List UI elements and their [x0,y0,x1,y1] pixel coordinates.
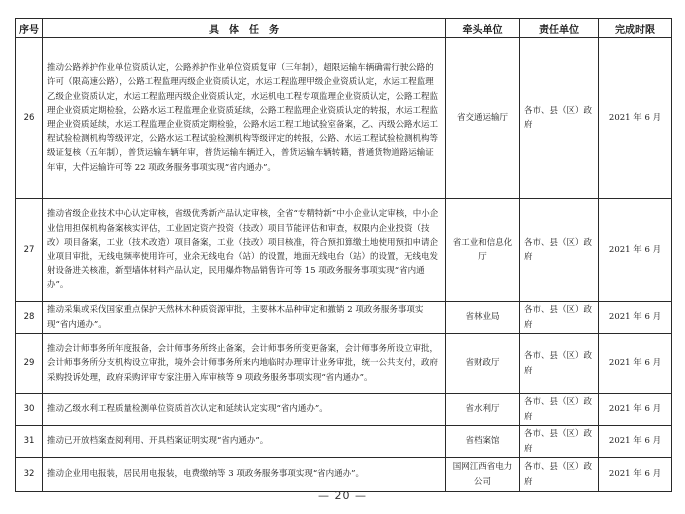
row-lead-unit: 省档案馆 [446,426,520,458]
row-responsible-unit: 各市、县（区）政府 [520,458,599,492]
row-deadline: 2021 年 6 月 [599,302,672,334]
row-task: 推动会计师事务所年度报备，会计师事务所终止备案，会计师事务所变更备案，会计师事务所设立审批，会计师事务所分支机构设立审批，境外会计师事务所来内地临时办理审计业务审批，统一公共支付，政府采购投诉处理，政府采购评审专家注册入库审核等 9 项政务服务事项实现“省内通办”。 [43,334,446,394]
row-task: 推动公路养护作业单位资质认定，公路养护作业单位资质复审（三年制），超限运输车辆确需行驶公路的许可（限高速公路），公路工程监理丙级企业资质认定，水运工程监理甲级企业资质认定，水运工程监理乙级企业资质认定，水运工程监理丙级企业资质认定，水运机电工程专项监理企业资质认定，公路工程监理企业资质定期检验，公路水运工程监理企业资质延续，公路工程监理企业资质认定的转报，水运工程监理企业资质延续，水运工程监理企业资质定期检验，公路水运工程工地试验室备案，乙、丙级公路水运工程试验检测机构等级评定，公路水运工程试验检测机构等级评定的转报，公路、水运工程试验检测机构等级证复核（五年制），普货运输车辆年审，普货运输车辆迁入，普货运输车辆转籍，普通货物道路运输证年审，大件运输许可等 22 项政务服务事项实现“省内通办”。 [43,38,446,199]
header-task: 具 体 任 务 [43,19,446,38]
row-index: 26 [16,38,43,199]
row-task: 推动省级企业技术中心认定审核，省级优秀新产品认定审核，全省“专精特新”中小企业认定审核，中小企业信用担保机构备案核实评估，工业固定资产投资（技改）项目节能评估和审查，权限内企业投资（技改）项目备案，工业（技术改造）项目备案，工业（技改）项目核准，符合预扣算缴土地使用预扣申请企业项目审批，无线电频率使用许可，业余无线电台（站）的设置，地面无线电台（站）的设置，无线电发射设备进关核准，新型墙体材料产品认定，民用爆炸物品销售许可等 15 项政务服务事项实现“省内通办”。 [43,199,446,302]
row-responsible-unit: 各市、县（区）政府 [520,394,599,426]
row-lead-unit: 省财政厅 [446,334,520,394]
row-responsible-unit: 各市、县（区）政府 [520,38,599,199]
row-index: 28 [16,302,43,334]
row-deadline: 2021 年 6 月 [599,458,672,492]
row-lead-unit: 省交通运输厅 [446,38,520,199]
table-row [16,199,672,302]
row-deadline: 2021 年 6 月 [599,334,672,394]
row-task: 推动企业用电报装，居民用电报装，电费缴纳等 3 项政务服务事项实现“省内通办”。 [43,458,446,492]
header-lead-unit: 牵头单位 [446,19,520,38]
row-lead-unit: 省工业和信息化厅 [446,199,520,302]
row-responsible-unit: 各市、县（区）政府 [520,302,599,334]
row-task: 推动乙级水利工程质量检测单位资质首次认定和延续认定实现“省内通办”。 [43,394,446,426]
table-row [16,302,672,334]
row-lead-unit: 国网江西省电力公司 [446,458,520,492]
row-lead-unit: 省水利厅 [446,394,520,426]
table-row [16,426,672,458]
row-deadline: 2021 年 6 月 [599,199,672,302]
row-deadline: 2021 年 6 月 [599,38,672,199]
row-index: 32 [16,458,43,492]
row-deadline: 2021 年 6 月 [599,426,672,458]
row-responsible-unit: 各市、县（区）政府 [520,334,599,394]
header-index: 序号 [16,19,43,38]
header-deadline: 完成时限 [599,19,672,38]
table-row [16,394,672,426]
row-responsible-unit: 各市、县（区）政府 [520,426,599,458]
table-row [16,334,672,394]
row-index: 30 [16,394,43,426]
row-responsible-unit: 各市、县（区）政府 [520,199,599,302]
row-deadline: 2021 年 6 月 [599,394,672,426]
page-number: — 20 — [318,489,367,502]
row-lead-unit: 省林业局 [446,302,520,334]
table-row [16,38,672,199]
header-responsible-unit: 责任单位 [520,19,599,38]
task-table [15,18,672,492]
row-index: 31 [16,426,43,458]
row-index: 29 [16,334,43,394]
table-row [16,458,672,492]
table-header-row [16,19,672,38]
row-task: 推动已开放档案查阅利用、开具档案证明实现“省内通办”。 [43,426,446,458]
row-task: 推动采集或采伐国家重点保护天然林木种质资源审批，主要林木品种审定和撤销 2 项政务服务事项实现“省内通办”。 [43,302,446,334]
row-index: 27 [16,199,43,302]
